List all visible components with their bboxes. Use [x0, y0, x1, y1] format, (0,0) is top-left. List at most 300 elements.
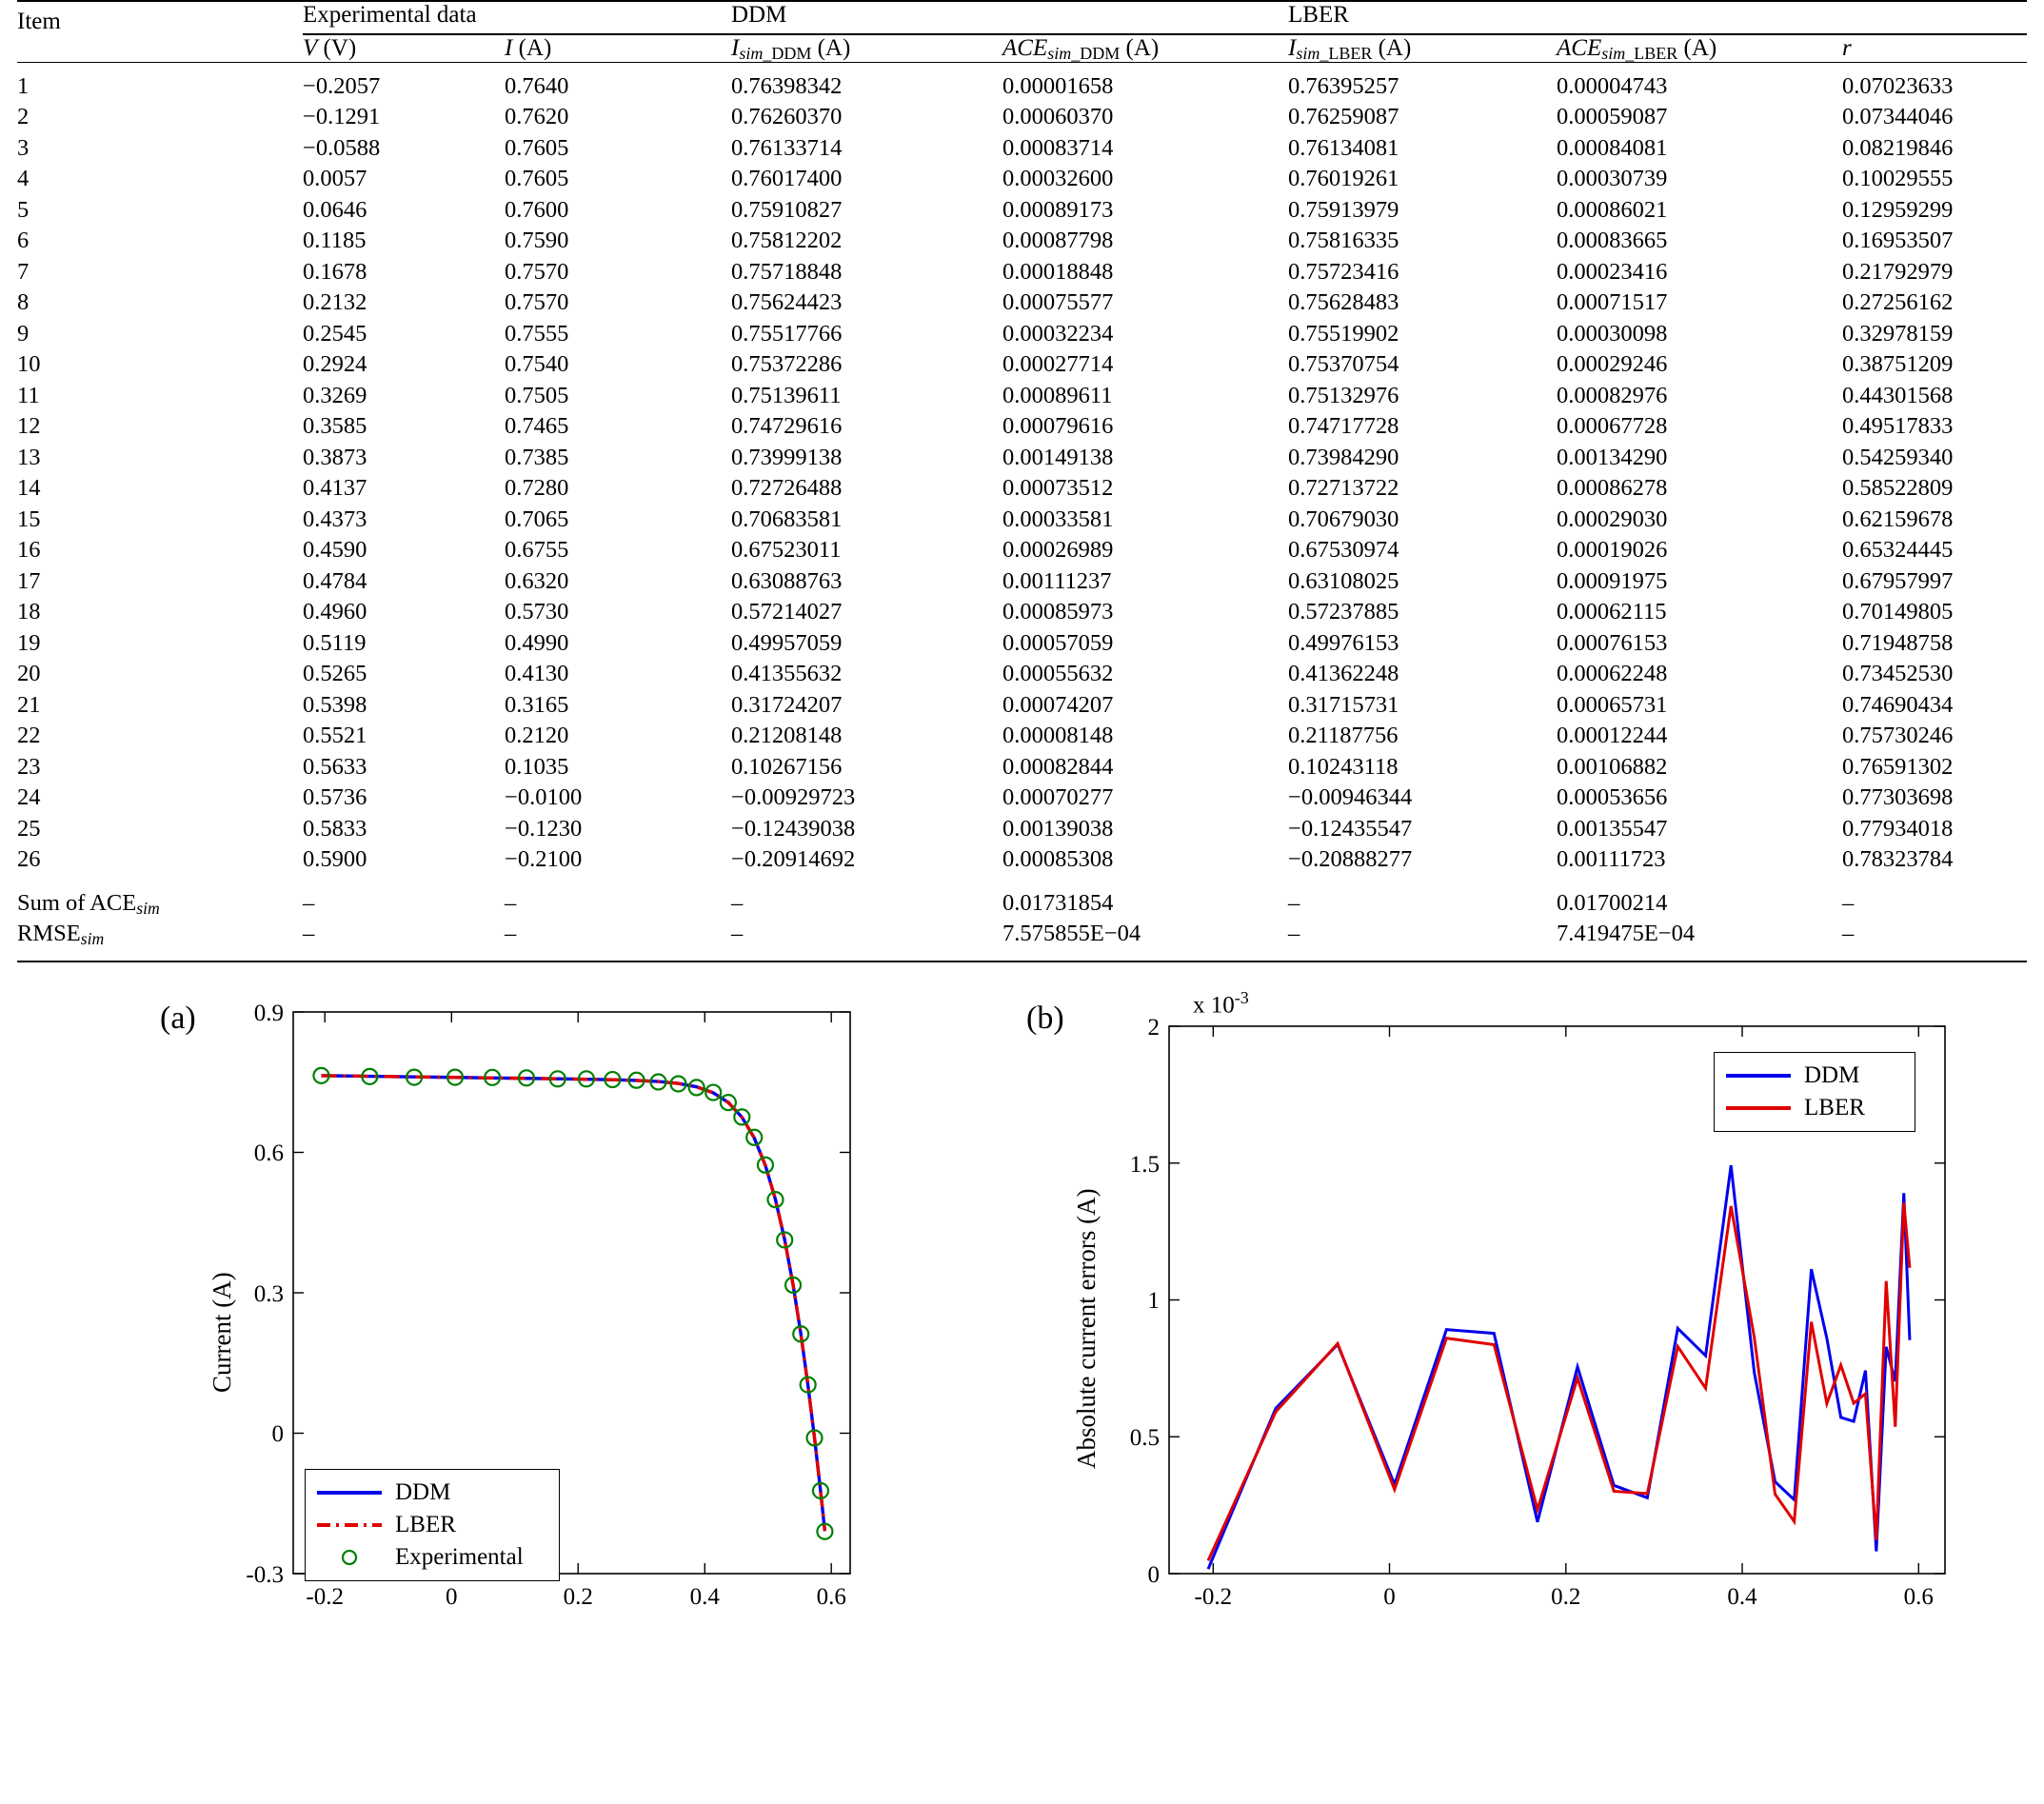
- svg-text:-0.3: -0.3: [246, 1561, 284, 1588]
- table-cell: 0.77934018: [1842, 815, 1954, 842]
- table-cell: 0.75723416: [1288, 258, 1399, 285]
- table-cell: 0.00085973: [1002, 599, 1114, 624]
- legend-item-lber: [315, 1509, 547, 1541]
- panel-b-ylabel: Absolute current errors (A): [1072, 1187, 1101, 1469]
- table-cell: 0.67523011: [731, 537, 842, 563]
- table-cell: 0.5900: [303, 846, 367, 872]
- table-cell: 0.71948758: [1842, 629, 1954, 656]
- table-cell: 0.74717728: [1288, 413, 1399, 439]
- table-cell: 0.70679030: [1288, 506, 1399, 532]
- table-cell: 0.7640: [505, 72, 569, 99]
- table-cell: 4: [17, 166, 30, 191]
- table-row: [17, 814, 2027, 845]
- table-cell: 0.4784: [303, 567, 367, 594]
- table-cell: 19: [17, 629, 41, 656]
- svg-text:0.4: 0.4: [689, 1583, 720, 1610]
- table-cell: 17: [17, 567, 41, 594]
- table-cell: 0.00019026: [1557, 537, 1668, 563]
- table-cell: 0.6755: [505, 537, 569, 563]
- table-cell: 0.1678: [303, 258, 367, 285]
- table-cell: 0.00091975: [1557, 567, 1668, 594]
- summary-cell: 7.575855E−04: [1002, 919, 1288, 961]
- table-cell: 0.75624423: [731, 289, 843, 315]
- table-cell: 0.00071517: [1557, 289, 1668, 315]
- table-cell: 0.21792979: [1842, 258, 1954, 285]
- summary-cell: –: [731, 889, 744, 916]
- table-cell: 0.7465: [505, 413, 569, 439]
- table-cell: 0.70683581: [731, 506, 843, 532]
- table-row: [17, 133, 2027, 165]
- table-cell: 0.1035: [505, 753, 569, 780]
- table-cell: 12: [17, 413, 41, 439]
- table-cell: 0.27256162: [1842, 289, 1954, 315]
- table-cell: 0.00026989: [1002, 537, 1114, 563]
- summary-cell: –: [505, 889, 517, 916]
- table-cell: 0.00067728: [1557, 413, 1668, 439]
- table-cell: 23: [17, 753, 41, 780]
- table-cell: 9: [17, 320, 30, 347]
- table-cell: 0.00012244: [1557, 723, 1668, 748]
- table-cell: 0.00079616: [1002, 413, 1114, 439]
- subheader-current: I (A): [505, 35, 731, 63]
- subheader-r: r: [1842, 35, 2027, 63]
- table-row: [17, 443, 2027, 474]
- table-row: [17, 195, 2027, 227]
- summary-cell: –: [1842, 919, 2027, 961]
- table-cell: 0.07023633: [1842, 72, 1954, 99]
- table-cell: 0.00139038: [1002, 815, 1114, 842]
- table-cell: 0.00070277: [1002, 784, 1114, 810]
- table-cell: 0.00134290: [1557, 444, 1668, 470]
- table-cell: 0.00062248: [1557, 661, 1668, 686]
- table-cell: 0.10267156: [731, 753, 843, 780]
- table-cell: 0.00083665: [1557, 228, 1668, 253]
- table-cell: 0.00023416: [1557, 258, 1668, 285]
- header-experimental-data: Experimental data: [303, 1, 731, 35]
- table-cell: 0.5119: [303, 629, 367, 656]
- table-cell: 0.72713722: [1288, 475, 1399, 501]
- table-cell: 0.5633: [303, 753, 367, 780]
- svg-text:0.4: 0.4: [1727, 1583, 1757, 1610]
- table-cell: 0.75816335: [1288, 228, 1399, 253]
- table-row: [17, 257, 2027, 288]
- table-row: [17, 349, 2027, 381]
- svg-text:0: 0: [1383, 1583, 1396, 1610]
- table-cell: 15: [17, 506, 41, 532]
- legend-label-ddm: DDM: [395, 1479, 451, 1505]
- legend-label-lber: LBER: [395, 1512, 456, 1537]
- figure-panel-a: [160, 983, 988, 1631]
- table-row: [17, 628, 2027, 660]
- table-cell: 0.7555: [505, 320, 569, 347]
- table-cell: 0.7620: [505, 104, 569, 129]
- svg-text:0.5: 0.5: [1129, 1424, 1160, 1451]
- table-cell: 0.00057059: [1002, 629, 1114, 656]
- legend-item-experimental: [315, 1541, 547, 1574]
- table-cell: 0.0057: [303, 166, 367, 191]
- svg-text:0: 0: [446, 1583, 458, 1610]
- table-cell: 18: [17, 599, 41, 624]
- table-cell: 0.4960: [303, 599, 367, 624]
- table-cell: 21: [17, 691, 41, 718]
- svg-text:2: 2: [1147, 1014, 1160, 1041]
- svg-text:-0.2: -0.2: [306, 1583, 344, 1610]
- table-cell: 0.00018848: [1002, 258, 1114, 285]
- table-cell: 0.00089173: [1002, 196, 1114, 223]
- table-cell: 0.3585: [303, 413, 367, 439]
- table-cell: 0.7570: [505, 258, 569, 285]
- table-cell: 0.7570: [505, 289, 569, 315]
- legend-item-ddm: [315, 1477, 547, 1509]
- table-cell: 1: [17, 72, 30, 99]
- table-cell: 0.73984290: [1288, 444, 1399, 470]
- table-row: [17, 659, 2027, 690]
- table-cell: 0.00065731: [1557, 691, 1668, 718]
- legend-swatch-ddm: [315, 1484, 384, 1501]
- table-cell: 0.75372286: [731, 351, 843, 377]
- table-cell: 0.7385: [505, 444, 569, 470]
- table-cell: 0.49517833: [1842, 413, 1954, 439]
- table-cell: 0.77303698: [1842, 784, 1954, 810]
- header-ddm: DDM: [731, 1, 1288, 35]
- table-cell: 0.58522809: [1842, 475, 1954, 501]
- svg-text:0.2: 0.2: [563, 1583, 593, 1610]
- table-cell: 0.7280: [505, 475, 569, 501]
- table-cell: 0.1185: [303, 228, 367, 253]
- table-cell: 0.6320: [505, 567, 569, 594]
- table-cell: 25: [17, 815, 41, 842]
- table-cell: 0.4373: [303, 506, 367, 532]
- table-cell: 6: [17, 228, 30, 253]
- table-cell: 0.76260370: [731, 104, 843, 129]
- table-cell: 0.7605: [505, 166, 569, 191]
- legend-item-ddm-b: [1724, 1060, 1903, 1092]
- panel-b-label: (b): [1026, 1000, 1064, 1036]
- table-cell: 0.76591302: [1842, 753, 1954, 780]
- table-row: [17, 102, 2027, 133]
- table-row: [17, 535, 2027, 566]
- legend-label-lber-b: LBER: [1804, 1095, 1865, 1120]
- svg-text:-0.2: -0.2: [1194, 1583, 1233, 1610]
- table-cell: 0.00062115: [1557, 599, 1667, 624]
- table-cell: 0.75132976: [1288, 382, 1399, 408]
- table-cell: 0.00106882: [1557, 753, 1668, 780]
- svg-text:1: 1: [1147, 1287, 1160, 1314]
- table-cell: 0.7065: [505, 506, 569, 532]
- table-cell: 0.00083714: [1002, 134, 1114, 161]
- table-cell: 0.4990: [505, 629, 569, 656]
- table-row: [17, 844, 2027, 876]
- table-cell: 0.63108025: [1288, 567, 1399, 594]
- summary-cell: 7.419475E−04: [1557, 919, 1842, 961]
- table-cell: 0.00032234: [1002, 320, 1114, 347]
- table-cell: 0.7605: [505, 134, 569, 161]
- table-cell: −0.00946344: [1288, 784, 1413, 810]
- legend-swatch-experimental: [315, 1549, 384, 1566]
- table-cell: 0.00004743: [1557, 72, 1668, 99]
- summary-cell: –: [505, 919, 731, 961]
- table-cell: 0.00087798: [1002, 228, 1114, 253]
- table-cell: −0.1291: [303, 104, 381, 129]
- table-cell: 0.00089611: [1002, 382, 1113, 408]
- table-cell: −0.12435547: [1288, 815, 1413, 842]
- table-cell: 0.16953507: [1842, 228, 1954, 253]
- table-cell: 0.00075577: [1002, 289, 1114, 315]
- table-cell: 0.75628483: [1288, 289, 1399, 315]
- table-cell: 0.41355632: [731, 661, 843, 686]
- table-cell: 0.00082844: [1002, 753, 1114, 780]
- svg-text:0.9: 0.9: [253, 1000, 284, 1026]
- table-cell: 0.75517766: [731, 320, 843, 347]
- summary-cell: –: [303, 919, 505, 961]
- table-cell: 0.75913979: [1288, 196, 1399, 223]
- table-cell: 0.0646: [303, 196, 367, 223]
- table-cell: 0.76133714: [731, 134, 843, 161]
- table-cell: 0.75730246: [1842, 723, 1954, 748]
- table-row: [17, 597, 2027, 628]
- panel-a-label: (a): [160, 1000, 196, 1036]
- table-cell: 0.5736: [303, 784, 367, 810]
- table-cell: 0.5398: [303, 691, 367, 718]
- legend-label-experimental: Experimental: [395, 1544, 524, 1570]
- table-summary-row: [17, 876, 2027, 920]
- table-cell: 0.76134081: [1288, 134, 1399, 161]
- table-cell: 0.00086021: [1557, 196, 1668, 223]
- table-cell: 16: [17, 537, 41, 563]
- header-lber: LBER: [1288, 1, 2027, 35]
- table-row: [17, 164, 2027, 195]
- table-cell: 0.10243118: [1288, 753, 1399, 780]
- table-sub-header-row: [17, 35, 2027, 63]
- table-cell: 0.75370754: [1288, 351, 1399, 377]
- table-cell: 0.7505: [505, 382, 569, 408]
- table-cell: 0.00033581: [1002, 506, 1114, 532]
- table-cell: 0.21208148: [731, 723, 843, 748]
- table-cell: 0.2120: [505, 723, 569, 748]
- table-cell: 5: [17, 196, 30, 223]
- summary-label: RMSEsim: [17, 919, 303, 961]
- table-cell: 0.3269: [303, 382, 367, 408]
- table-cell: 0.5521: [303, 723, 367, 748]
- table-cell: 0.70149805: [1842, 599, 1954, 624]
- table-cell: 0.7590: [505, 228, 569, 253]
- table-head: [17, 1, 2027, 62]
- table-cell: 0.75139611: [731, 382, 842, 408]
- table-row: [17, 411, 2027, 443]
- table-cell: 0.4590: [303, 537, 367, 563]
- summary-cell: –: [731, 919, 1002, 961]
- table-cell: 22: [17, 723, 41, 748]
- table-cell: 0.00030739: [1557, 166, 1668, 191]
- table-cell: 0.2132: [303, 289, 367, 315]
- table-cell: 8: [17, 289, 30, 315]
- svg-text:0.3: 0.3: [253, 1280, 284, 1307]
- table-cell: 11: [17, 382, 40, 408]
- table-cell: 0.2545: [303, 320, 367, 347]
- panel-a-legend: [305, 1469, 560, 1581]
- table-cell: 0.00111237: [1002, 567, 1112, 594]
- table-cell: 20: [17, 661, 41, 686]
- table-cell: 0.65324445: [1842, 537, 1954, 563]
- table-cell: 0.5265: [303, 661, 367, 686]
- table-cell: 2: [17, 104, 30, 129]
- table-cell: 0.67530974: [1288, 537, 1399, 563]
- table-cell: 14: [17, 475, 41, 501]
- table-cell: 0.00074207: [1002, 691, 1114, 718]
- table-cell: 24: [17, 784, 41, 810]
- table-cell: 0.07344046: [1842, 104, 1954, 129]
- summary-cell: –: [1288, 889, 1300, 916]
- subheader-isim-ddm: Isim_DDM (A): [731, 35, 1002, 63]
- table-cell: 0.49957059: [731, 629, 843, 656]
- summary-cell: 0.01731854: [1002, 889, 1114, 916]
- panel-a-plot: [160, 983, 988, 1631]
- table-cell: 13: [17, 444, 41, 470]
- table-row: [17, 721, 2027, 752]
- table-row: [17, 381, 2027, 412]
- table-cell: 0.00085308: [1002, 846, 1114, 872]
- table-body: [17, 62, 2027, 876]
- table-cell: 0.76398342: [731, 72, 843, 99]
- table-row: [17, 505, 2027, 536]
- table-cell: 0.00030098: [1557, 320, 1668, 347]
- summary-cell: –: [303, 889, 315, 916]
- table-cell: 0.12959299: [1842, 196, 1954, 223]
- table-cell: 26: [17, 846, 41, 872]
- table-cell: 0.75910827: [731, 196, 843, 223]
- summary-cell: 0.01700214: [1557, 889, 1668, 916]
- table-row: [17, 226, 2027, 257]
- table-cell: 0.3873: [303, 444, 367, 470]
- legend-swatch-ddm-b: [1724, 1067, 1793, 1084]
- table-cell: 0.57237885: [1288, 599, 1399, 624]
- subheader-ace-ddm: ACEsim_DDM (A): [1002, 35, 1288, 63]
- table-cell: 0.00149138: [1002, 444, 1114, 470]
- summary-label: Sum of ACEsim: [17, 889, 160, 918]
- table-cell: 0.5833: [303, 815, 367, 842]
- subheader-isim-lber: Isim_LBER (A): [1288, 35, 1557, 63]
- figure-panel-b: [1026, 983, 1978, 1631]
- table-cell: 0.74729616: [731, 413, 843, 439]
- table-cell: 0.00001658: [1002, 72, 1114, 99]
- table-cell: 0.76395257: [1288, 72, 1399, 99]
- panel-a-ylabel: Current (A): [208, 1271, 236, 1393]
- legend-swatch-lber: [315, 1517, 384, 1534]
- subheader-blank: [17, 35, 303, 63]
- subheader-voltage: V (V): [303, 35, 505, 63]
- subheader-ace-lber: ACEsim_LBER (A): [1557, 35, 1842, 63]
- table-cell: 0.75519902: [1288, 320, 1399, 347]
- table-cell: 0.78323784: [1842, 846, 1954, 872]
- table-cell: 0.00029030: [1557, 506, 1668, 532]
- table-cell: 0.00029246: [1557, 351, 1668, 377]
- table-cell: 0.62159678: [1842, 506, 1954, 532]
- legend-swatch-lber-b: [1724, 1100, 1793, 1117]
- svg-text:0: 0: [271, 1420, 284, 1447]
- svg-text:0.6: 0.6: [816, 1583, 846, 1610]
- table-cell: 0.00082976: [1557, 382, 1668, 408]
- table-cell: 0.00032600: [1002, 166, 1114, 191]
- table-cell: 0.00008148: [1002, 723, 1114, 748]
- table-cell: −0.12439038: [731, 815, 856, 842]
- table-cell: 0.21187756: [1288, 723, 1399, 748]
- table-cell: 0.73452530: [1842, 661, 1954, 686]
- table-cell: 0.44301568: [1842, 382, 1954, 408]
- table-row: [17, 62, 2027, 102]
- table-cell: −0.20888277: [1288, 846, 1413, 872]
- results-table: [17, 0, 2027, 962]
- table-cell: 0.5730: [505, 599, 569, 624]
- header-item: Item: [17, 1, 303, 35]
- summary-cell: –: [1288, 919, 1557, 961]
- table-cell: 3: [17, 134, 30, 161]
- table-cell: −0.2057: [303, 72, 381, 99]
- panel-b-legend: [1714, 1052, 1915, 1132]
- table-row: [17, 783, 2027, 814]
- table-cell: 0.38751209: [1842, 351, 1954, 377]
- svg-text:1.5: 1.5: [1129, 1151, 1160, 1178]
- table-cell: 0.00086278: [1557, 475, 1668, 501]
- table-cell: 0.31715731: [1288, 691, 1399, 718]
- table-cell: 0.7540: [505, 351, 569, 377]
- table-cell: 0.75718848: [731, 258, 843, 285]
- table-cell: 0.76017400: [731, 166, 843, 191]
- table-cell: 0.00053656: [1557, 784, 1668, 810]
- table-cell: 0.00059087: [1557, 104, 1668, 129]
- table-cell: 0.00111723: [1557, 846, 1666, 872]
- panel-b-exponent: x $10^{-3}$: [1193, 987, 1249, 1018]
- table-cell: 0.4137: [303, 475, 367, 501]
- table-cell: −0.0100: [505, 784, 583, 810]
- table-row: [17, 690, 2027, 722]
- table-cell: 0.32978159: [1842, 320, 1954, 347]
- table-cell: 0.75812202: [731, 228, 843, 253]
- table-cell: 0.2924: [303, 351, 367, 377]
- table-cell: 10: [17, 351, 41, 377]
- table-cell: 7: [17, 258, 30, 285]
- table-cell: 0.67957997: [1842, 567, 1954, 594]
- table-cell: 0.41362248: [1288, 661, 1399, 686]
- table-cell: 0.00076153: [1557, 629, 1668, 656]
- table-cell: 0.4130: [505, 661, 569, 686]
- table-group-header-row: [17, 1, 2027, 35]
- table-row: [17, 287, 2027, 319]
- table-cell: 0.54259340: [1842, 444, 1954, 470]
- table-summary: [17, 876, 2027, 961]
- table-cell: −0.2100: [505, 846, 583, 872]
- table-row: [17, 319, 2027, 350]
- table-row: [17, 752, 2027, 783]
- table-cell: 0.63088763: [731, 567, 843, 594]
- table-cell: −0.20914692: [731, 846, 856, 872]
- legend-item-lber-b: [1724, 1092, 1903, 1124]
- table-cell: 0.72726488: [731, 475, 843, 501]
- table-summary-row: [17, 919, 2027, 961]
- table-cell: 0.73999138: [731, 444, 843, 470]
- table-cell: 0.49976153: [1288, 629, 1399, 656]
- svg-text:0.6: 0.6: [253, 1140, 284, 1166]
- table-row: [17, 473, 2027, 505]
- svg-text:0.2: 0.2: [1551, 1583, 1581, 1610]
- table-cell: 0.10029555: [1842, 166, 1954, 191]
- figures-row: [17, 983, 2027, 1631]
- svg-text:0: 0: [1147, 1561, 1160, 1588]
- table-cell: 0.00135547: [1557, 815, 1668, 842]
- table-cell: 0.00060370: [1002, 104, 1114, 129]
- svg-text:0.6: 0.6: [1903, 1583, 1934, 1610]
- table-cell: 0.7600: [505, 196, 569, 223]
- table-cell: −0.00929723: [731, 784, 856, 810]
